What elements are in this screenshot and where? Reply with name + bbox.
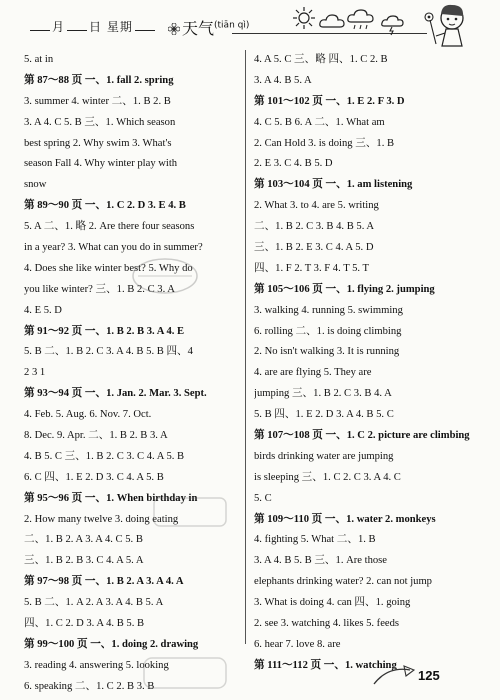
answer-line: 4. A 5. C 三、略 四、1. C 2. B — [254, 54, 388, 65]
answer-line: 2. Can Hold 3. is doing 三、1. B — [254, 137, 395, 149]
answer-line: 二、1. B 2. A 3. A 4. C 5. B — [24, 534, 143, 546]
answer-line: snow — [24, 179, 47, 191]
answer-line: 5. at in — [24, 54, 54, 65]
lightning-cloud-icon — [380, 14, 406, 41]
answer-line: you like winter? 三、1. B 2. C 3. A — [24, 283, 175, 295]
answer-line: season Fall 4. Why winter play with — [24, 158, 178, 170]
rain-cloud-icon — [346, 8, 376, 39]
answer-line: is sleeping 三、1. C 2. C 3. A 4. C — [254, 471, 401, 483]
month-label: 月 — [52, 20, 66, 34]
answers-left-column — [24, 50, 256, 698]
pencil-corner-icon — [370, 660, 420, 695]
weather-label: 天气$^{(tiān qì)}$ — [182, 19, 250, 38]
answer-line: 2. E 3. C 4. B 5. D — [254, 158, 333, 170]
answer-line: birds drinking water are jumping — [254, 450, 394, 462]
answer-line: 2 3 1 — [24, 367, 46, 379]
answer-line: in a year? 3. What can you do in summer? — [24, 242, 203, 254]
answer-line: 第 105～106 页 一、1. flying 2. jumping — [254, 283, 435, 295]
answer-line: 4. E 5. D — [24, 304, 62, 316]
girl-with-flower-icon — [412, 0, 472, 55]
answer-line: 5. B 二、1. B 2. C 3. A 4. B 5. B 四、4 — [24, 346, 193, 358]
answer-line: 5. B 二、1. A 2. A 3. A 4. B 5. A — [24, 597, 164, 609]
answer-line: 6. speaking 二、1. C 2. B 3. B — [24, 680, 155, 692]
answer-line: elephants drinking water? 2. can not jump — [254, 576, 432, 588]
answer-line: 3. What is doing 4. can 四、1. going — [254, 597, 411, 609]
faded-stamp — [150, 492, 230, 532]
sun-icon — [292, 6, 316, 35]
flower-icon — [168, 22, 180, 40]
answer-line: 4. C 5. B 6. A 二、1. What am — [254, 116, 385, 128]
answer-line: 6. rolling 二、1. is doing climbing — [254, 325, 402, 337]
faded-stamp-bottom — [140, 652, 230, 694]
answer-line: 第 109～110 页 一、1. water 2. monkeys — [254, 513, 436, 525]
answer-line: 8. Dec. 9. Apr. 二、1. B 2. B 3. A — [24, 430, 168, 442]
answer-line: 第 89～90 页 一、1. C 2. D 3. E 4. B — [24, 200, 186, 212]
answer-line: 四、1. F 2. T 3. F 4. T 5. T — [254, 262, 369, 274]
cloud-icon — [318, 12, 346, 35]
answer-line: 第 87～88 页 一、1. fall 2. spring — [24, 74, 174, 86]
answer-line: 第 93～94 页 一、1. Jan. 2. Mar. 3. Sept. — [24, 388, 207, 400]
answer-line: 第 101～102 页 一、1. E 2. F 3. D — [254, 95, 405, 107]
answer-line: 第 91～92 页 一、1. B 2. B 3. A 4. E — [24, 325, 185, 337]
answer-line: 第 111～112 页 一、1. watching — [254, 659, 397, 671]
answer-line: 三、1. B 2. B 3. C 4. A 5. A — [24, 555, 144, 567]
answer-line: 2. see 3. watching 4. likes 5. feeds — [254, 618, 400, 630]
answer-line: jumping 三、1. B 2. C 3. B 4. A — [254, 388, 392, 400]
answer-line: 4. B 5. C 三、1. B 2. C 3. C 4. A 5. B — [24, 450, 185, 462]
page-header — [0, 0, 500, 52]
answer-line: 第 95～96 页 一、1. When birthday in — [24, 492, 198, 504]
answer-line: 第 97～98 页 一、1. B 2. A 3. A 4. A — [24, 576, 184, 588]
answer-line: 3. walking 4. running 5. swimming — [254, 304, 403, 316]
answer-line: 第 99～100 页 一、1. doing 2. drawing — [24, 638, 199, 650]
answer-line: 5. B 四、1. E 2. D 3. A 4. B 5. C — [254, 409, 394, 421]
answer-line: 4. Does she like winter best? 5. Why do — [24, 262, 193, 274]
answer-line: 3. summer 4. winter 二、1. B 2. B — [24, 95, 171, 107]
answer-line: 2. What 3. to 4. are 5. writing — [254, 200, 379, 212]
answer-line: 3. A 4. B 5. B 三、1. Are those — [254, 555, 388, 567]
answer-line: 2. How many twelve 3. doing eating — [24, 513, 179, 525]
answer-line: 4. Feb. 5. Aug. 6. Nov. 7. Oct. — [24, 409, 152, 421]
answer-line: 第 103～104 页 一、1. am listening — [254, 179, 413, 191]
answer-line: 3. reading 4. answering 5. looking — [24, 659, 169, 671]
answer-line: 第 107～108 页 一、1. C 2. picture are climbing — [254, 430, 470, 442]
date-line — [28, 18, 157, 35]
watermark-stamp — [130, 256, 200, 296]
answer-line: 3. A 4. B 5. A — [254, 74, 312, 86]
answer-line: 二、1. B 2. C 3. B 4. B 5. A — [254, 221, 375, 233]
answer-line: 4. fighting 5. What 二、1. B — [254, 534, 376, 546]
page-number: 125 — [418, 668, 440, 683]
answer-line: 6. C 四、1. E 2. D 3. C 4. A 5. B — [24, 471, 164, 483]
weekday-label: 星期 — [106, 20, 133, 34]
answer-line: 三、1. B 2. E 3. C 4. A 5. D — [254, 242, 374, 254]
answer-line: 2. No isn't walking 3. It is running — [254, 346, 400, 358]
answer-line: best spring 2. Why swim 3. What's — [24, 137, 172, 149]
answer-line: 4. are are flying 5. They are — [254, 367, 372, 379]
answer-line: 5. A 二、1. 略 2. Are there four seasons — [24, 221, 195, 233]
answer-line: 5. C — [254, 492, 272, 504]
answers-right-column — [254, 50, 486, 677]
day-label: 日 — [89, 20, 103, 34]
answer-line: 6. hear 7. love 8. are — [254, 638, 341, 650]
answer-line: 3. A 4. C 5. B 三、1. Which season — [24, 116, 176, 128]
answer-line: 四、1. C 2. D 3. A 4. B 5. B — [24, 618, 145, 630]
